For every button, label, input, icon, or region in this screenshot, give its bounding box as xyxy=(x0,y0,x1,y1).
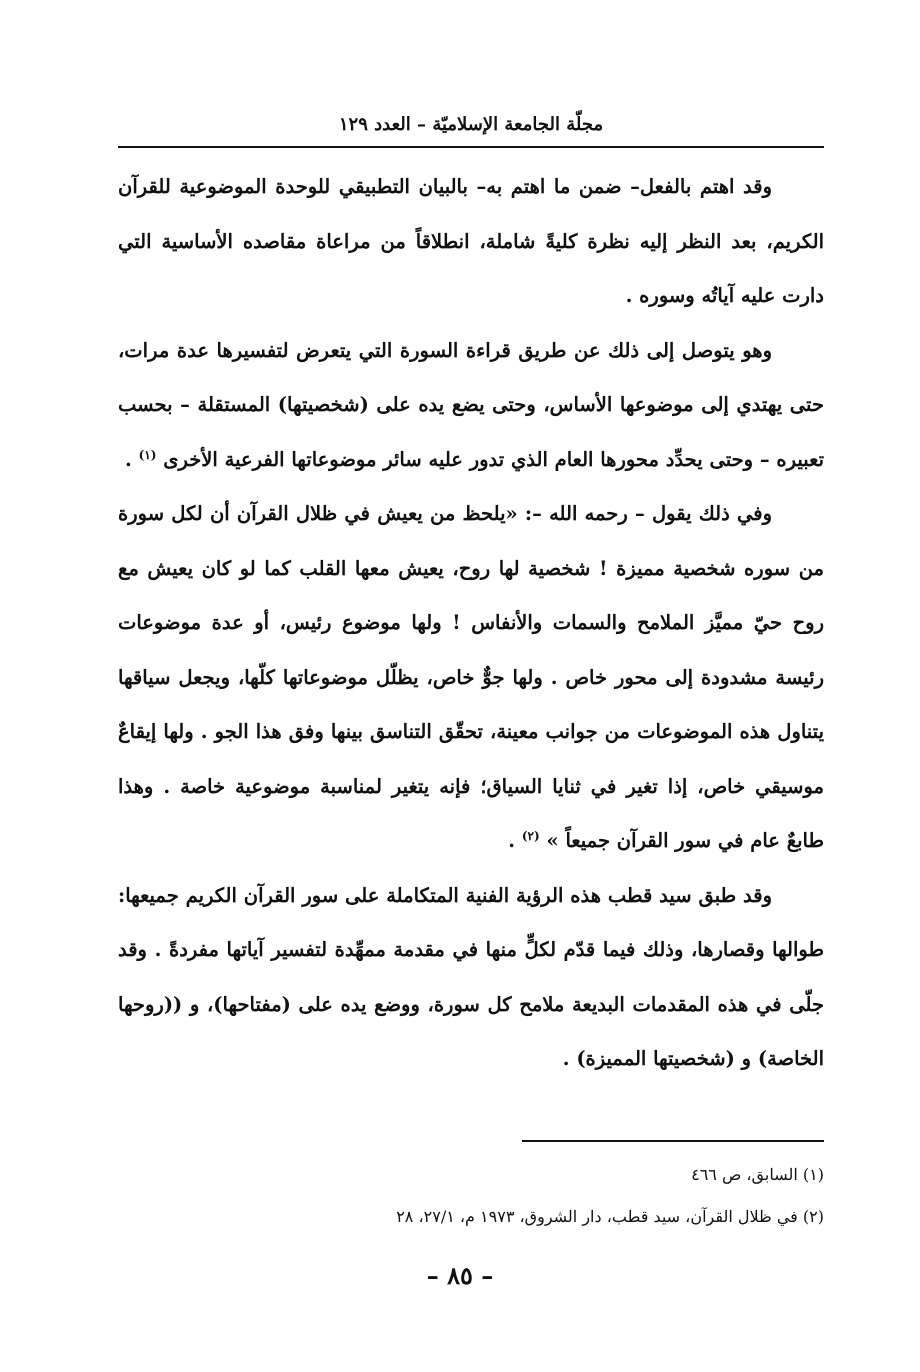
paragraph-3 xyxy=(111,487,824,869)
paragraph-end: . xyxy=(508,829,522,852)
paragraph-text: وفي ذلك يقول – رحمه الله –: «يلحظ من يعيش في ظلال القرآن أن لكل سورة من سوره شخصية مميزة ! شخصية لها روح، يعيش معها القلب كما لو كان يعيش مع روح حيّ مميَّز الملامح والسمات والأنفاس ! ولها موضوع رئيس، أو عدة موضوعات رئيسة مشدودة إلى محور خاص . ولها جوٌّ خاص، يظلّل موضوعاتها كلّها، ويجعل سياقها يتناول هذه الموضوعات من جوانب معينة، تحقّق التناسق بينها وفق هذا الجو . ولها إيقاعٌ موسيقي خاص، إذا تغير في ثنايا السياق؛ فإنه يتغير لمناسبة موضوعية خاصة . وهذا طابعٌ عام في سور القرآن جميعاً » xyxy=(111,502,824,852)
footnote-reference-2[interactable]: (٢) xyxy=(521,829,540,843)
footnote-1: (١) السابق، ص ٤٦٦ xyxy=(691,1165,824,1184)
footnotes xyxy=(118,1154,824,1238)
page-number: – ٨٥ – xyxy=(426,1261,494,1290)
footnote-2: (٢) في ظلال القرآن، سيد قطب، دار الشروق، ١٩٧٣ م، ٢٧/١، ٢٨ xyxy=(396,1207,824,1226)
article-body xyxy=(111,160,824,1087)
journal-header: مجلّة الجامعة الإسلاميّة – العدد ١٢٩ xyxy=(338,114,604,135)
paragraph-text: وقد طبق سيد قطب هذه الرؤية الفنية المتكاملة على سور القرآن الكريم جميعها: طوالها وقصارها، وذلك فيما قدّم لكلٍّ منها في مقدمة ممهِّدة لتفسير آياتها مفردةً . وقد جلّى في هذه المقدمات البديعة ملامح كل سورة، ووضع يده على (مفتاحها)، و ((روحها الخاصة) و (شخصيتها المميزة) . xyxy=(111,883,824,1070)
paragraph-1 xyxy=(111,160,824,324)
footnote-divider xyxy=(522,1140,824,1142)
paragraph-2 xyxy=(111,324,824,488)
paragraph-end: . xyxy=(125,447,139,471)
paragraph-text: وقد اهتم بالفعل– ضمن ما اهتم به– بالبيان التطبيقي للوحدة الموضوعية للقرآن الكريم، بعد النظر إليه نظرة كليةً شاملة، انطلاقاً من مراعاة مقاصده الأساسية التي دارت عليه آياتُه وسوره . xyxy=(111,175,824,307)
footnote-reference-1[interactable]: (١) xyxy=(138,447,157,462)
paragraph-text: وهو يتوصل إلى ذلك عن طريق قراءة السورة التي يتعرض لتفسيرها عدة مرات، حتى يهتدي إلى موضوعها الأساس، وحتى يضع يده على (شخصيتها) المستقلة – بحسب تعبيره – وحتى يحدِّد محورها العام الذي تدور عليه سائر موضوعاتها الفرعية الأخرى xyxy=(111,338,824,471)
paragraph-4 xyxy=(111,869,824,1087)
header-divider xyxy=(118,146,824,148)
